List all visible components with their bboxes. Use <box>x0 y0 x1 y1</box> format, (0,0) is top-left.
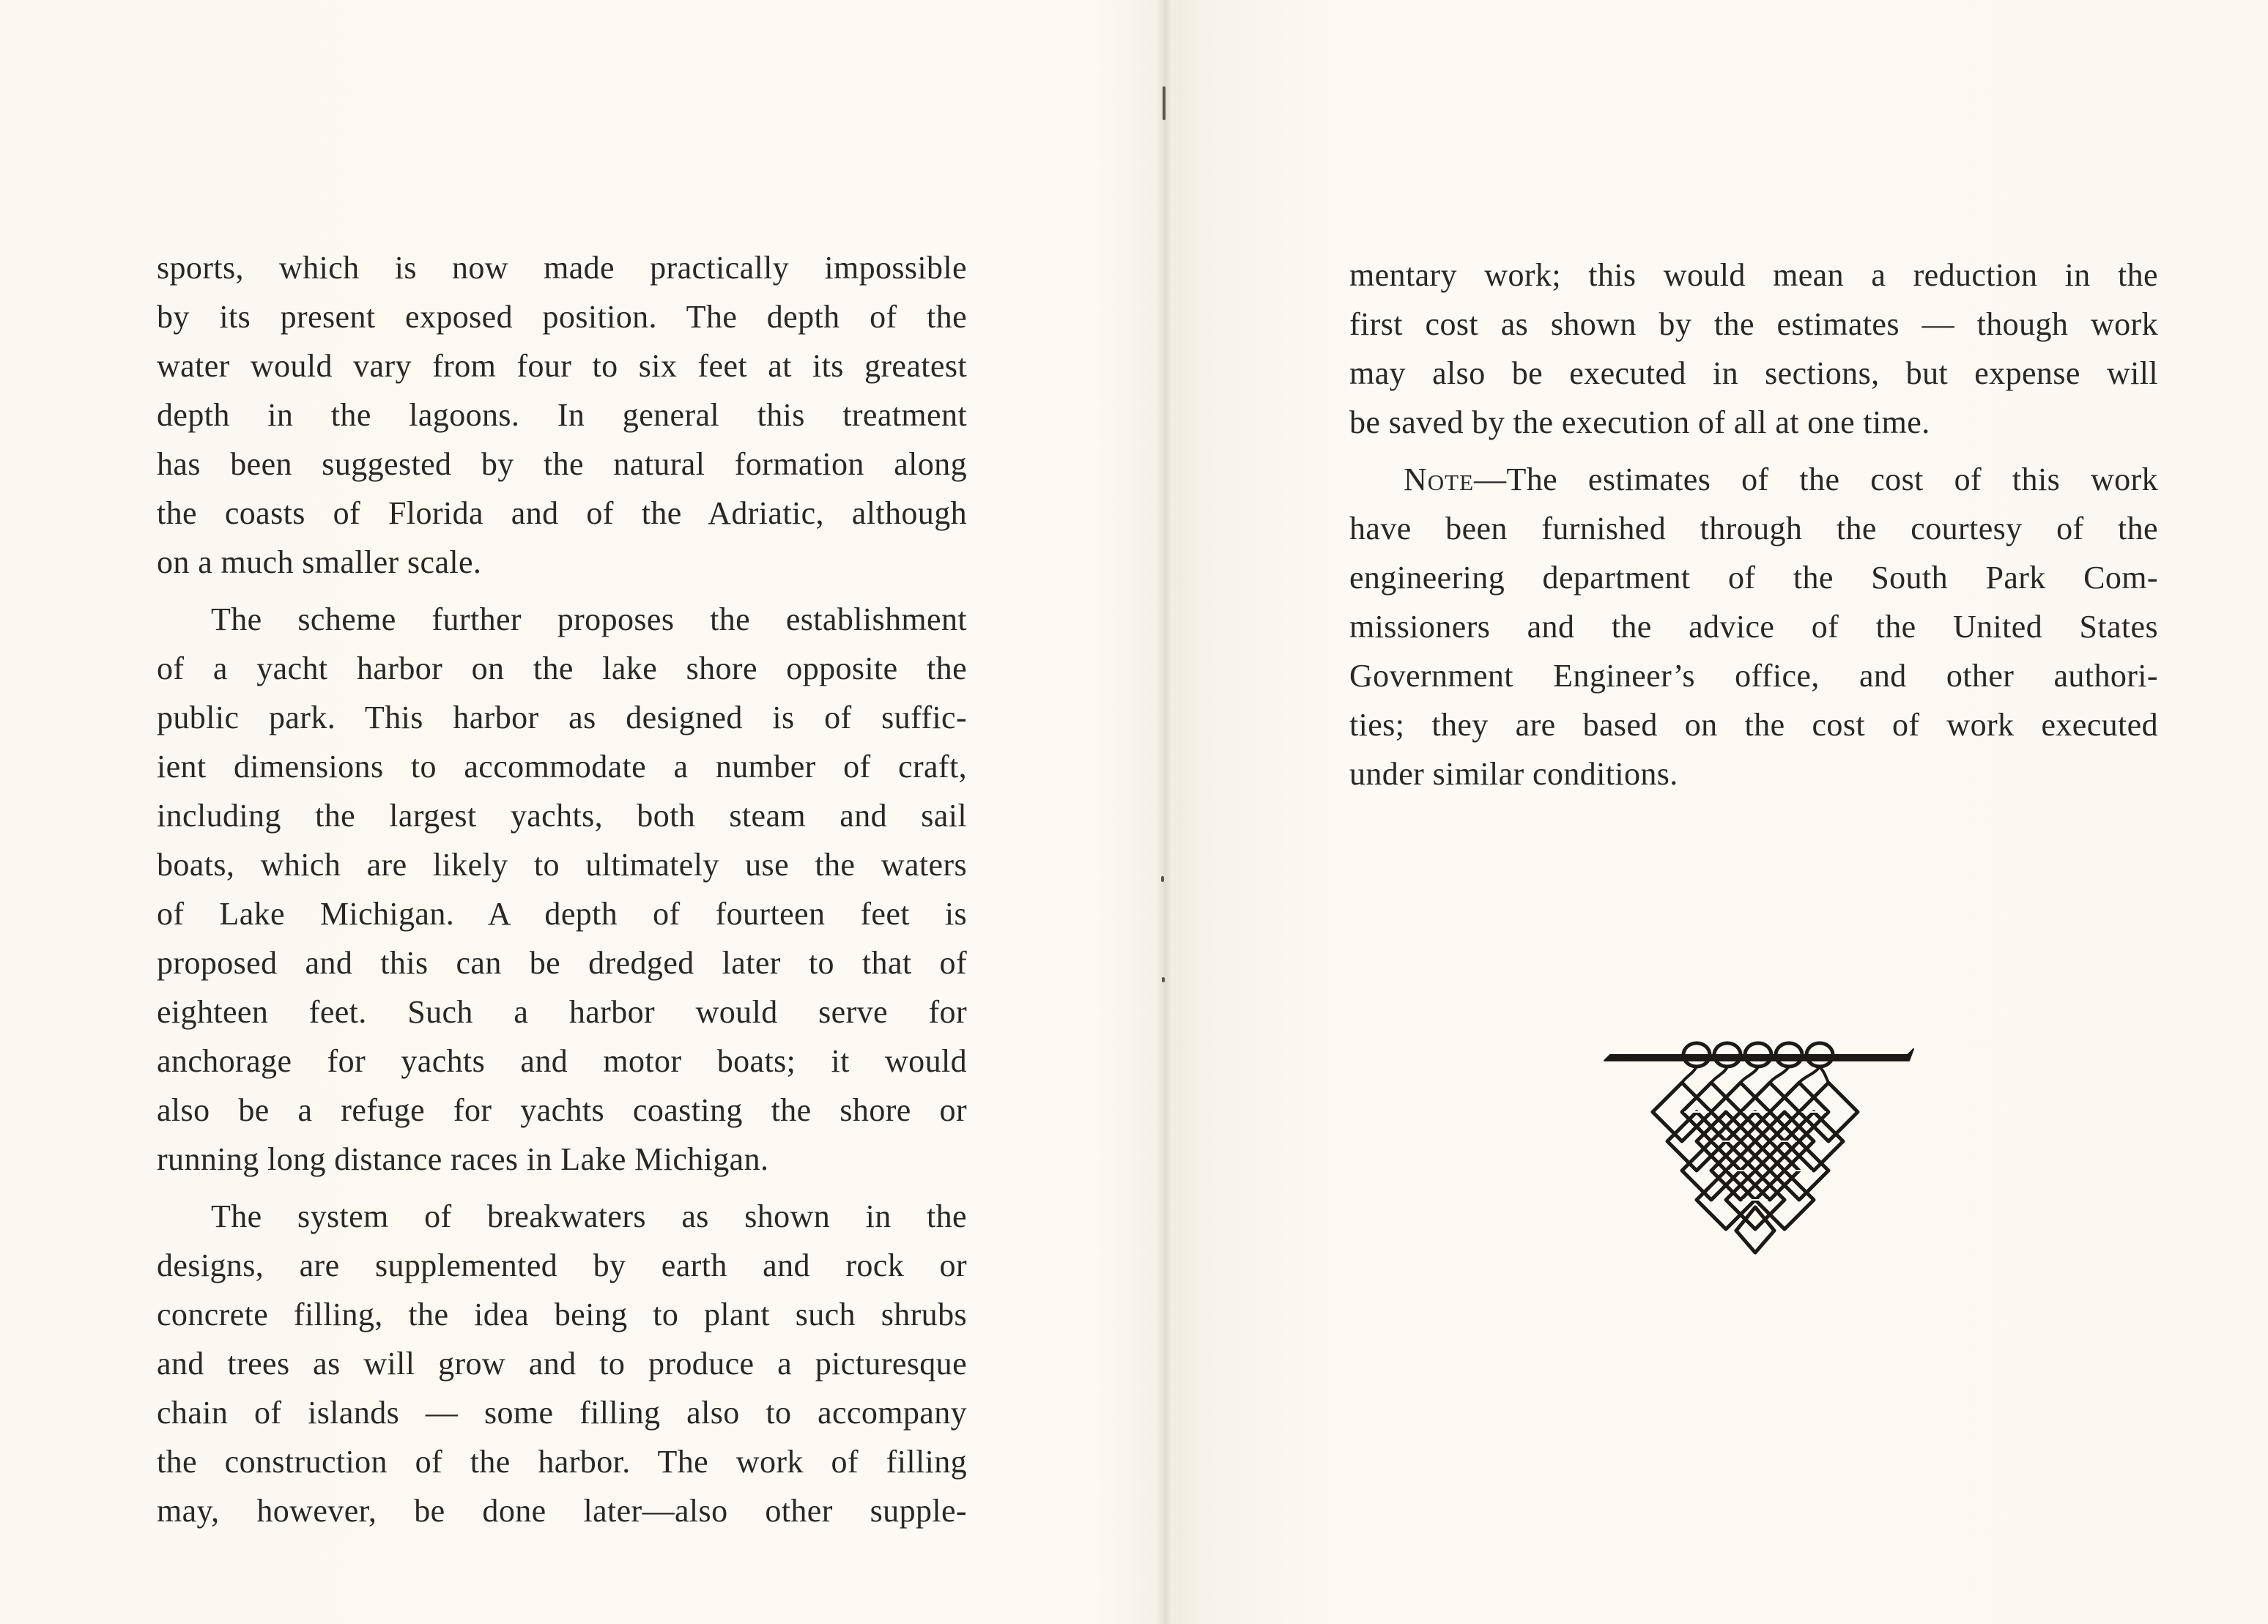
right-page-text <box>1349 251 2158 798</box>
text-line: engineering department of the South Park Com- <box>1349 560 2158 596</box>
note-first-line-text: —The estimates of the cost of this work <box>1474 461 2158 497</box>
text-line: of Lake Michigan. A depth of fourteen feet is <box>157 896 967 932</box>
text-line: The scheme further proposes the establishment <box>211 601 967 637</box>
text-line: anchorage for yachts and motor boats; it would <box>157 1043 967 1079</box>
text-line: proposed and this can be dredged later to that of <box>157 945 967 981</box>
text-line: may also be executed in sections, but expense will <box>1349 355 2158 391</box>
text-line: the construction of the harbor. The work of filling <box>157 1444 967 1480</box>
text-line: ties; they are based on the cost of work executed <box>1349 707 2158 743</box>
left-page-text <box>157 243 967 1535</box>
text-line: under similar conditions. <box>1349 756 1678 792</box>
binding-stitch-mark <box>1162 977 1165 982</box>
right-page <box>1172 0 2268 1624</box>
celtic-knot-ornament-icon <box>1601 1039 1916 1258</box>
text-line: and trees as will grow and to produce a picturesque <box>157 1346 967 1382</box>
text-line: eighteen feet. Such a harbor would serve for <box>157 994 967 1030</box>
text-line: by its present exposed position. The depth of the <box>157 299 967 335</box>
page-gutter <box>1156 0 1172 1624</box>
binding-stitch-mark <box>1163 86 1166 120</box>
text-line: be saved by the execution of all at one time. <box>1349 404 1930 440</box>
text-line: boats, which are likely to ultimately use the waters <box>157 847 967 883</box>
text-line: first cost as shown by the estimates — though work <box>1349 306 2158 342</box>
text-line: running long distance races in Lake Michigan. <box>157 1141 769 1177</box>
text-line: of a yacht harbor on the lake shore opposite the <box>157 650 967 686</box>
text-line: depth in the lagoons. In general this treatment <box>157 397 967 433</box>
text-line: The system of breakwaters as shown in the <box>211 1198 967 1234</box>
text-line: public park. This harbor as designed is of suffic- <box>157 700 967 735</box>
text-line: water would vary from four to six feet at its greatest <box>157 348 967 384</box>
text-line: also be a refuge for yachts coasting the shore or <box>157 1092 967 1128</box>
text-line: chain of islands — some filling also to accompany <box>157 1395 967 1431</box>
text-line: Government Engineer’s office, and other authori- <box>1349 658 2158 694</box>
text-line: have been furnished through the courtesy of the <box>1349 511 2158 546</box>
text-line: missioners and the advice of the United States <box>1349 609 2158 645</box>
text-line: has been suggested by the natural formation along <box>157 446 967 482</box>
text-line: may, however, be done later—also other supple- <box>157 1493 967 1529</box>
text-line: on a much smaller scale. <box>157 544 482 580</box>
note-label: Note <box>1404 461 1475 497</box>
binding-stitch-mark <box>1161 876 1164 882</box>
text-line: ient dimensions to accommodate a number of craft, <box>157 749 967 785</box>
text-line: sports, which is now made practically impossible <box>157 250 967 286</box>
text-line: including the largest yachts, both steam and sail <box>157 798 967 834</box>
text-line: the coasts of Florida and of the Adriatic, although <box>157 495 967 531</box>
text-line: mentary work; this would mean a reduction in the <box>1349 257 2158 293</box>
note-first-line <box>1349 455 2158 504</box>
text-line: designs, are supplemented by earth and rock or <box>157 1247 967 1283</box>
text-line: concrete filling, the idea being to plant such shrubs <box>157 1297 967 1332</box>
